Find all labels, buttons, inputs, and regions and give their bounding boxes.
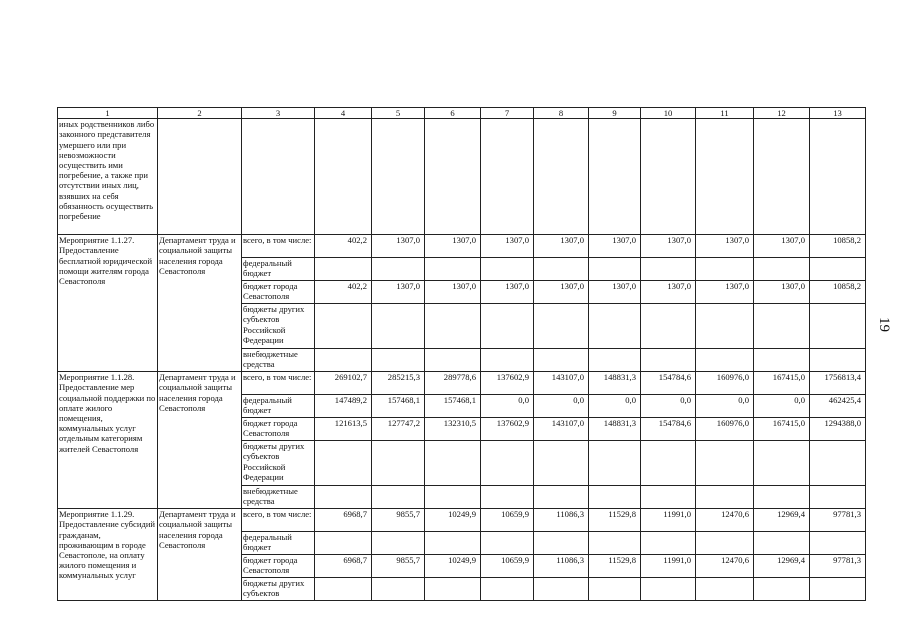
value-cell: 1307,0	[696, 235, 754, 258]
funding-source: всего, в том числе:	[242, 235, 315, 258]
column-header: 1	[58, 108, 158, 119]
value-cell: 97781,3	[810, 555, 866, 578]
value-cell	[372, 258, 425, 281]
value-cell: 11991,0	[641, 555, 696, 578]
table-row	[58, 372, 866, 395]
value-cell	[589, 532, 641, 555]
value-cell	[810, 441, 866, 486]
value-cell: 143107,0	[534, 372, 589, 395]
value-cell	[425, 532, 481, 555]
value-cell	[696, 304, 754, 349]
value-cell	[425, 441, 481, 486]
value-cell: 157468,1	[425, 395, 481, 418]
value-cell: 289778,6	[425, 372, 481, 395]
value-cell: 147489,2	[315, 395, 372, 418]
column-header: 9	[589, 108, 641, 119]
value-cell: 127747,2	[372, 418, 425, 441]
value-cell	[425, 258, 481, 281]
value-cell	[754, 486, 810, 509]
column-header: 8	[534, 108, 589, 119]
value-cell	[589, 441, 641, 486]
value-cell	[481, 349, 534, 372]
value-cell: 0,0	[589, 395, 641, 418]
value-cell: 1307,0	[481, 281, 534, 304]
funding-source: федеральный бюджет	[242, 532, 315, 555]
measure-title: Мероприятие 1.1.29. Предоставление субсидий гражданам, проживающим в городе Севастополе, на оплату жилого помещения и коммунальных услуг	[58, 509, 158, 601]
value-cell: 1294388,0	[810, 418, 866, 441]
column-header: 5	[372, 108, 425, 119]
value-cell: 1307,0	[589, 281, 641, 304]
value-cell	[534, 441, 589, 486]
value-cell	[696, 486, 754, 509]
column-header: 13	[810, 108, 866, 119]
measure-executor: Департамент труда и социальной защиты населения города Севастополя	[158, 235, 242, 372]
value-cell	[589, 578, 641, 601]
value-cell	[481, 441, 534, 486]
value-cell: 10858,2	[810, 281, 866, 304]
value-cell	[641, 441, 696, 486]
value-cell: 10249,9	[425, 509, 481, 532]
value-cell: 148831,3	[589, 418, 641, 441]
column-header: 7	[481, 108, 534, 119]
value-cell: 160976,0	[696, 372, 754, 395]
value-cell	[754, 441, 810, 486]
value-cell	[534, 349, 589, 372]
value-cell: 157468,1	[372, 395, 425, 418]
value-cell: 10659,9	[481, 555, 534, 578]
value-cell: 1307,0	[372, 281, 425, 304]
value-cell: 121613,5	[315, 418, 372, 441]
value-cell	[696, 441, 754, 486]
value-cell	[810, 304, 866, 349]
value-cell	[425, 486, 481, 509]
value-cell: 6968,7	[315, 555, 372, 578]
measure-executor: Департамент труда и социальной защиты населения города Севастополя	[158, 372, 242, 509]
value-cell	[481, 486, 534, 509]
measure-title: Мероприятие 1.1.27. Предоставление бесплатной юридической помощи жителям города Севастополя	[58, 235, 158, 372]
value-cell: 12969,4	[754, 555, 810, 578]
value-cell	[315, 486, 372, 509]
column-header: 3	[242, 108, 315, 119]
column-header: 11	[696, 108, 754, 119]
value-cell	[315, 304, 372, 349]
value-cell	[754, 349, 810, 372]
value-cell	[810, 258, 866, 281]
value-cell: 11529,8	[589, 555, 641, 578]
value-cell	[810, 349, 866, 372]
value-cell: 154784,6	[641, 372, 696, 395]
value-cell	[372, 349, 425, 372]
budget-table	[57, 107, 866, 601]
value-cell	[641, 532, 696, 555]
value-cell	[696, 258, 754, 281]
value-cell	[534, 532, 589, 555]
value-cell	[589, 349, 641, 372]
value-cell	[641, 578, 696, 601]
value-cell: 1756813,4	[810, 372, 866, 395]
value-cell	[641, 258, 696, 281]
value-cell	[696, 532, 754, 555]
value-cell	[754, 304, 810, 349]
value-cell	[696, 349, 754, 372]
value-cell: 0,0	[481, 395, 534, 418]
table-row	[58, 509, 866, 532]
value-cell	[589, 258, 641, 281]
value-cell: 1307,0	[641, 281, 696, 304]
value-cell: 285215,3	[372, 372, 425, 395]
funding-source: федеральный бюджет	[242, 258, 315, 281]
value-cell: 12470,6	[696, 509, 754, 532]
value-cell	[589, 304, 641, 349]
funding-source: бюджеты других субъектов Российской Федерации	[242, 441, 315, 486]
value-cell: 97781,3	[810, 509, 866, 532]
value-cell	[754, 532, 810, 555]
value-cell	[589, 486, 641, 509]
value-cell: 402,2	[315, 235, 372, 258]
value-cell: 1307,0	[425, 281, 481, 304]
value-cell: 269102,7	[315, 372, 372, 395]
funding-source: всего, в том числе:	[242, 372, 315, 395]
value-cell	[481, 532, 534, 555]
value-cell: 167415,0	[754, 372, 810, 395]
value-cell	[534, 486, 589, 509]
value-cell: 9855,7	[372, 509, 425, 532]
value-cell	[481, 258, 534, 281]
column-header: 6	[425, 108, 481, 119]
value-cell: 12470,6	[696, 555, 754, 578]
value-cell: 1307,0	[534, 235, 589, 258]
value-cell: 0,0	[534, 395, 589, 418]
column-header: 2	[158, 108, 242, 119]
funding-source: внебюджетные средства	[242, 486, 315, 509]
value-cell: 0,0	[696, 395, 754, 418]
funding-source: бюджеты других субъектов Российской Федерации	[242, 304, 315, 349]
value-cell: 10659,9	[481, 509, 534, 532]
value-cell: 1307,0	[754, 281, 810, 304]
value-cell: 0,0	[641, 395, 696, 418]
value-cell	[534, 304, 589, 349]
value-cell	[754, 578, 810, 601]
measure-executor: Департамент труда и социальной защиты населения города Севастополя	[158, 509, 242, 601]
value-cell	[425, 349, 481, 372]
value-cell: 1307,0	[589, 235, 641, 258]
table-row	[58, 119, 866, 235]
funding-source: бюджеты других субъектов	[242, 578, 315, 601]
value-cell: 1307,0	[641, 235, 696, 258]
value-cell: 9855,7	[372, 555, 425, 578]
value-cell: 402,2	[315, 281, 372, 304]
value-cell	[372, 486, 425, 509]
intro-text: иных родственников либо законного представителя умершего или при невозможности осуществить ими погребение, а также при отсутствии иных лиц, взявших на себя обязанность осуществить погребение	[58, 119, 158, 235]
value-cell	[641, 486, 696, 509]
value-cell: 154784,6	[641, 418, 696, 441]
value-cell: 148831,3	[589, 372, 641, 395]
value-cell: 11529,8	[589, 509, 641, 532]
value-cell	[315, 349, 372, 372]
funding-source: бюджет города Севастополя	[242, 418, 315, 441]
value-cell: 11086,3	[534, 555, 589, 578]
value-cell	[534, 258, 589, 281]
value-cell: 1307,0	[481, 235, 534, 258]
value-cell: 143107,0	[534, 418, 589, 441]
funding-source: всего, в том числе:	[242, 509, 315, 532]
value-cell	[425, 578, 481, 601]
value-cell	[372, 578, 425, 601]
value-cell	[372, 532, 425, 555]
funding-source: внебюджетные средства	[242, 349, 315, 372]
value-cell	[315, 532, 372, 555]
value-cell: 11991,0	[641, 509, 696, 532]
value-cell: 6968,7	[315, 509, 372, 532]
column-header: 12	[754, 108, 810, 119]
value-cell	[315, 258, 372, 281]
value-cell: 1307,0	[372, 235, 425, 258]
funding-source: бюджет города Севастополя	[242, 281, 315, 304]
page-number: 19	[876, 317, 892, 332]
value-cell	[810, 486, 866, 509]
value-cell	[754, 258, 810, 281]
value-cell	[481, 578, 534, 601]
measure-title: Мероприятие 1.1.28. Предоставление мер социальной поддержки по оплате жилого помещения, коммунальных услуг отдельным категориям жителей Севастополя	[58, 372, 158, 509]
value-cell	[425, 304, 481, 349]
value-cell: 132310,5	[425, 418, 481, 441]
value-cell: 462425,4	[810, 395, 866, 418]
value-cell	[315, 441, 372, 486]
value-cell: 137602,9	[481, 418, 534, 441]
value-cell: 1307,0	[754, 235, 810, 258]
value-cell	[810, 532, 866, 555]
value-cell: 1307,0	[696, 281, 754, 304]
column-header: 4	[315, 108, 372, 119]
value-cell	[696, 578, 754, 601]
value-cell	[315, 578, 372, 601]
value-cell: 10249,9	[425, 555, 481, 578]
table-row	[58, 235, 866, 258]
funding-source: бюджет города Севастополя	[242, 555, 315, 578]
value-cell	[641, 349, 696, 372]
value-cell: 1307,0	[534, 281, 589, 304]
value-cell: 1307,0	[425, 235, 481, 258]
value-cell	[534, 578, 589, 601]
value-cell: 160976,0	[696, 418, 754, 441]
value-cell	[641, 304, 696, 349]
value-cell	[481, 304, 534, 349]
value-cell	[810, 578, 866, 601]
value-cell	[372, 441, 425, 486]
value-cell: 12969,4	[754, 509, 810, 532]
value-cell: 137602,9	[481, 372, 534, 395]
value-cell: 167415,0	[754, 418, 810, 441]
funding-source: федеральный бюджет	[242, 395, 315, 418]
column-header: 10	[641, 108, 696, 119]
header-row	[58, 108, 866, 119]
value-cell	[372, 304, 425, 349]
value-cell: 0,0	[754, 395, 810, 418]
value-cell: 10858,2	[810, 235, 866, 258]
value-cell: 11086,3	[534, 509, 589, 532]
